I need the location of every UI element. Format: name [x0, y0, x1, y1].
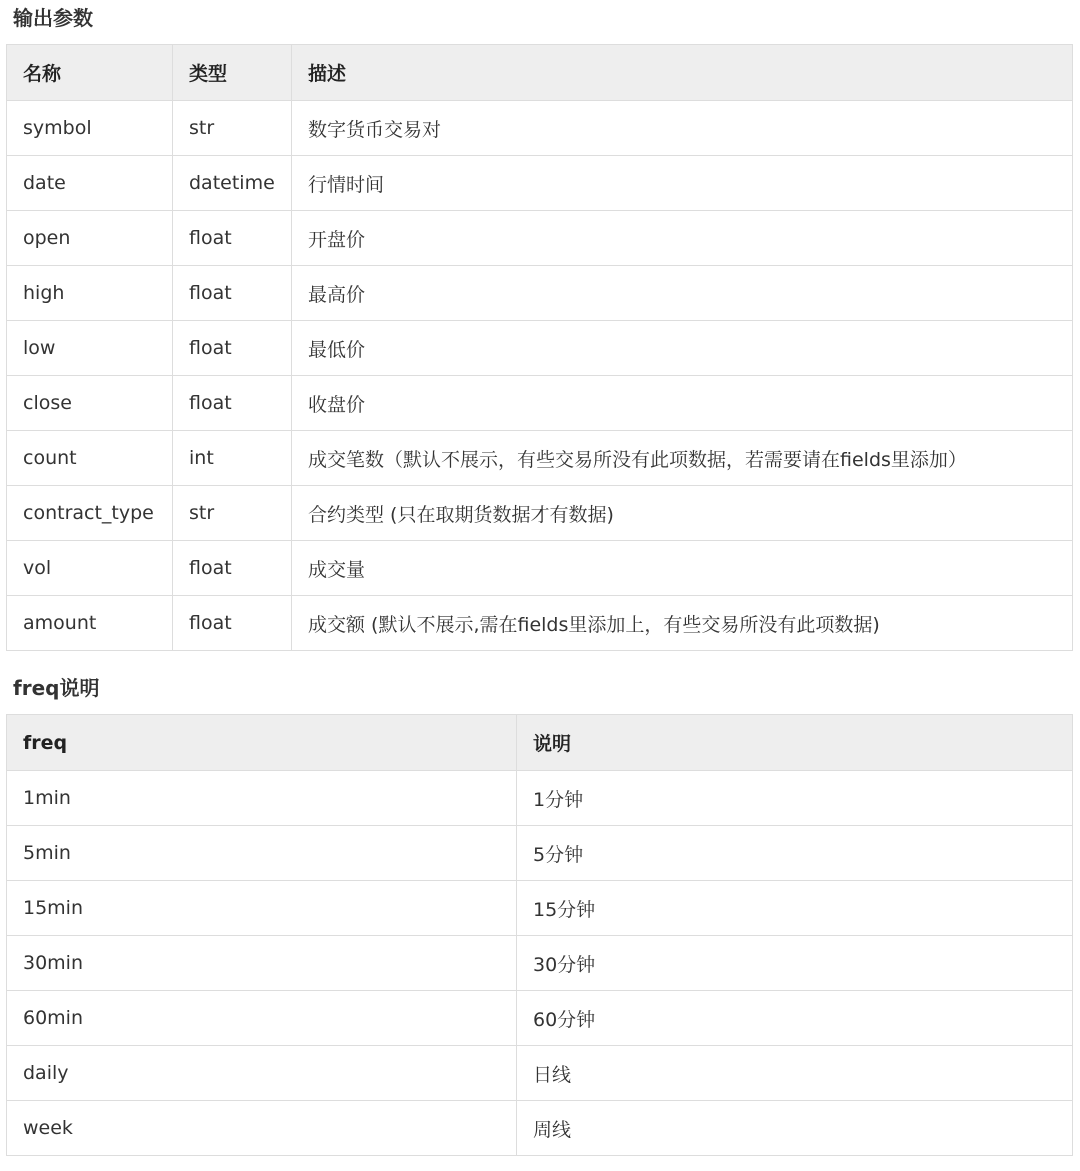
freq-doc-title: freq说明	[13, 676, 100, 700]
freq-explanation-cell: 日线	[517, 1046, 1073, 1101]
param-type-cell: datetime	[173, 156, 292, 211]
param-type-cell: float	[173, 321, 292, 376]
param-name-cell: low	[7, 321, 173, 376]
param-type-cell: str	[173, 101, 292, 156]
column-header-freq: freq	[7, 715, 517, 771]
param-type-cell: float	[173, 211, 292, 266]
table-row	[7, 826, 1073, 881]
param-description-cell: 最高价	[292, 266, 1073, 321]
output-params-title: 输出参数	[13, 6, 93, 30]
table-row	[7, 101, 1073, 156]
param-description-cell: 成交笔数（默认不展示，有些交易所没有此项数据，若需要请在fields里添加）	[292, 431, 1073, 486]
param-type-cell: int	[173, 431, 292, 486]
table-row	[7, 881, 1073, 936]
param-description-cell: 成交量	[292, 541, 1073, 596]
table-row	[7, 376, 1073, 431]
freq-explanation-cell: 60分钟	[517, 991, 1073, 1046]
param-name-cell: count	[7, 431, 173, 486]
freq-explanation-cell: 30分钟	[517, 936, 1073, 991]
table-row	[7, 266, 1073, 321]
param-type-cell: float	[173, 266, 292, 321]
param-name-cell: amount	[7, 596, 173, 651]
table-row	[7, 321, 1073, 376]
param-name-cell: close	[7, 376, 173, 431]
freq-value-cell: 1min	[7, 771, 517, 826]
param-description-cell: 行情时间	[292, 156, 1073, 211]
param-name-cell: open	[7, 211, 173, 266]
param-description-cell: 最低价	[292, 321, 1073, 376]
table-header-row	[7, 715, 1073, 771]
param-description-cell: 开盘价	[292, 211, 1073, 266]
freq-value-cell: daily	[7, 1046, 517, 1101]
param-name-cell: high	[7, 266, 173, 321]
table-row	[7, 541, 1073, 596]
table-row	[7, 991, 1073, 1046]
freq-table	[6, 714, 1073, 1156]
table-row	[7, 486, 1073, 541]
freq-value-cell: week	[7, 1101, 517, 1156]
param-name-cell: vol	[7, 541, 173, 596]
param-name-cell: contract_type	[7, 486, 173, 541]
freq-explanation-cell: 周线	[517, 1101, 1073, 1156]
table-row	[7, 211, 1073, 266]
freq-explanation-cell: 1分钟	[517, 771, 1073, 826]
column-header-explanation: 说明	[517, 715, 1073, 771]
param-description-cell: 数字货币交易对	[292, 101, 1073, 156]
table-row	[7, 771, 1073, 826]
param-name-cell: symbol	[7, 101, 173, 156]
table-row	[7, 1101, 1073, 1156]
table-header-row	[7, 45, 1073, 101]
output-params-table	[6, 44, 1073, 651]
freq-value-cell: 15min	[7, 881, 517, 936]
table-row	[7, 1046, 1073, 1101]
freq-value-cell: 30min	[7, 936, 517, 991]
column-header-description: 描述	[292, 45, 1073, 101]
table-row	[7, 431, 1073, 486]
param-type-cell: str	[173, 486, 292, 541]
param-description-cell: 收盘价	[292, 376, 1073, 431]
param-name-cell: date	[7, 156, 173, 211]
table-row	[7, 936, 1073, 991]
table-row	[7, 596, 1073, 651]
freq-explanation-cell: 15分钟	[517, 881, 1073, 936]
freq-value-cell: 5min	[7, 826, 517, 881]
table-row	[7, 156, 1073, 211]
freq-explanation-cell: 5分钟	[517, 826, 1073, 881]
column-header-name: 名称	[7, 45, 173, 101]
param-type-cell: float	[173, 376, 292, 431]
column-header-type: 类型	[173, 45, 292, 101]
param-type-cell: float	[173, 541, 292, 596]
param-description-cell: 成交额 (默认不展示,需在fields里添加上，有些交易所没有此项数据)	[292, 596, 1073, 651]
freq-value-cell: 60min	[7, 991, 517, 1046]
param-type-cell: float	[173, 596, 292, 651]
param-description-cell: 合约类型 (只在取期货数据才有数据)	[292, 486, 1073, 541]
